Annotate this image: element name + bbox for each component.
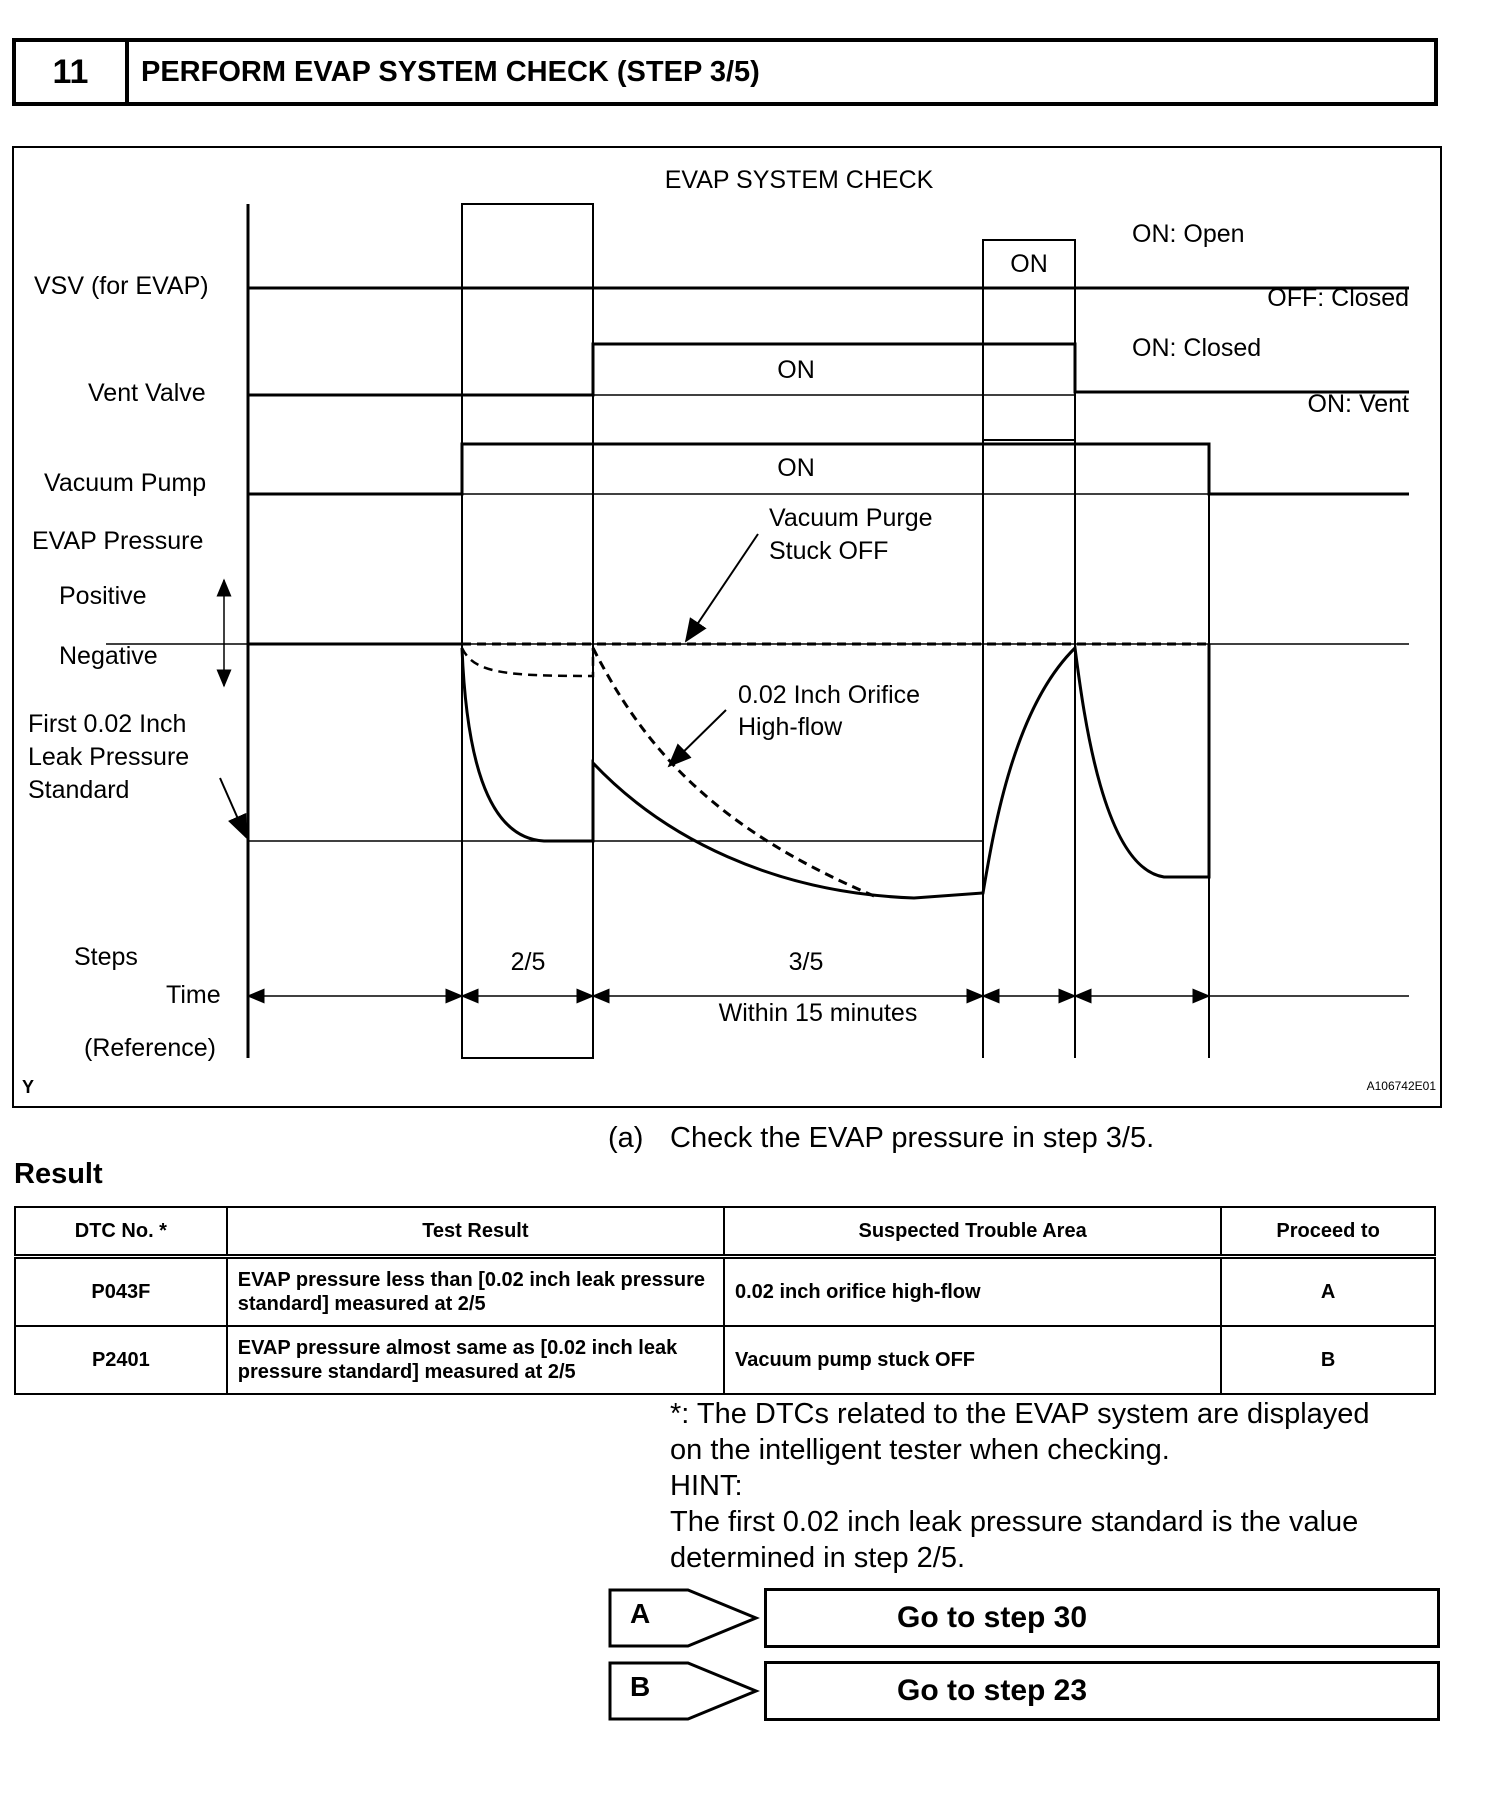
- col-test-result: Test Result: [227, 1207, 724, 1257]
- pump-on-label: ON: [777, 454, 815, 482]
- table-header-row: [15, 1207, 1435, 1257]
- goto-step-30-button[interactable]: Go to step 30: [764, 1588, 1440, 1648]
- vsv-on-label: ON: [1010, 250, 1048, 278]
- leak-standard-label-2: Leak Pressure: [28, 743, 190, 771]
- stuck-off-text-2: Stuck OFF: [769, 537, 889, 565]
- stuck-off-pointer: [686, 534, 758, 641]
- orifice-pointer: [669, 710, 726, 766]
- cell-proceed: A: [1221, 1257, 1435, 1327]
- cell-dtc: P2401: [15, 1326, 227, 1394]
- legend-off-closed: OFF: Closed: [1267, 284, 1409, 312]
- proceed-a-letter: A: [630, 1598, 651, 1629]
- cell-test-result: EVAP pressure almost same as [0.02 inch leak pressure standard] measured at 2/5: [227, 1326, 724, 1394]
- step-number: 11: [16, 42, 129, 102]
- leak-standard-label-3: Standard: [28, 776, 130, 804]
- cell-proceed: B: [1221, 1326, 1435, 1394]
- table-row: [15, 1326, 1435, 1394]
- time-label: Time: [166, 981, 221, 1009]
- leak-standard-pointer: [220, 778, 246, 837]
- table-row: [15, 1257, 1435, 1327]
- vacuum-pump-signal: [248, 444, 1409, 494]
- cell-area: Vacuum pump stuck OFF: [724, 1326, 1221, 1394]
- col-dtc: DTC No. *: [15, 1207, 227, 1257]
- vsv-label: VSV (for EVAP): [34, 272, 209, 300]
- vacuum-pump-label: Vacuum Pump: [44, 469, 207, 497]
- orifice-text-2: High-flow: [738, 713, 843, 741]
- legend-on-closed: ON: Closed: [1132, 334, 1262, 362]
- evap-pressure-label: EVAP Pressure: [32, 527, 204, 555]
- reference-label: (Reference): [84, 1034, 216, 1062]
- hint-line-1: The first 0.02 inch leak pressure standard is the value: [670, 1506, 1359, 1538]
- steps-label: Steps: [74, 943, 138, 971]
- step-2-box: [462, 204, 593, 1058]
- check-text: Check the EVAP pressure in step 3/5.: [670, 1122, 1155, 1154]
- proceed-b[interactable]: [608, 1661, 1440, 1721]
- check-prefix: (a): [608, 1122, 644, 1154]
- hint-label: HINT:: [670, 1470, 743, 1502]
- col-proceed: Proceed to: [1221, 1207, 1435, 1257]
- hint-line-2: determined in step 2/5.: [670, 1542, 966, 1574]
- footnote-line-2: on the intelligent tester when checking.: [670, 1434, 1170, 1466]
- col-area: Suspected Trouble Area: [724, 1207, 1221, 1257]
- result-label: Result: [14, 1158, 103, 1190]
- figure-code: A106742E01: [1366, 1079, 1436, 1093]
- corner-mark: Y: [22, 1077, 35, 1097]
- evap-timing-diagram: [12, 146, 1442, 1108]
- result-table: [14, 1206, 1436, 1395]
- figure-title: EVAP SYSTEM CHECK: [664, 166, 934, 194]
- step-3-label: 3/5: [788, 948, 824, 976]
- legend-on-open: ON: Open: [1132, 220, 1245, 248]
- vent-on-label: ON: [777, 356, 815, 384]
- stuck-off-dip: [462, 648, 593, 676]
- step-header: [12, 38, 1438, 106]
- orifice-text-1: 0.02 Inch Orifice: [738, 681, 921, 709]
- negative-label: Negative: [59, 642, 158, 670]
- proceed-a[interactable]: [608, 1588, 1440, 1648]
- footnote-line-1: *: The DTCs related to the EVAP system are displayed: [670, 1398, 1370, 1430]
- leak-standard-label-1: First 0.02 Inch: [28, 710, 187, 738]
- stuck-off-text-1: Vacuum Purge: [769, 504, 933, 532]
- goto-step-23-button[interactable]: Go to step 23: [764, 1661, 1440, 1721]
- positive-label: Positive: [59, 582, 147, 610]
- cell-dtc: P043F: [15, 1257, 227, 1327]
- cell-test-result: EVAP pressure less than [0.02 inch leak pressure standard] measured at 2/5: [227, 1257, 724, 1327]
- legend-on-vent: ON: Vent: [1307, 390, 1409, 418]
- step-title: PERFORM EVAP SYSTEM CHECK (STEP 3/5): [141, 55, 760, 88]
- step-2-label: 2/5: [510, 948, 546, 976]
- cell-area: 0.02 inch orifice high-flow: [724, 1257, 1221, 1327]
- proceed-b-letter: B: [630, 1671, 651, 1702]
- vent-valve-label: Vent Valve: [88, 379, 206, 407]
- within-label: Within 15 minutes: [718, 999, 918, 1027]
